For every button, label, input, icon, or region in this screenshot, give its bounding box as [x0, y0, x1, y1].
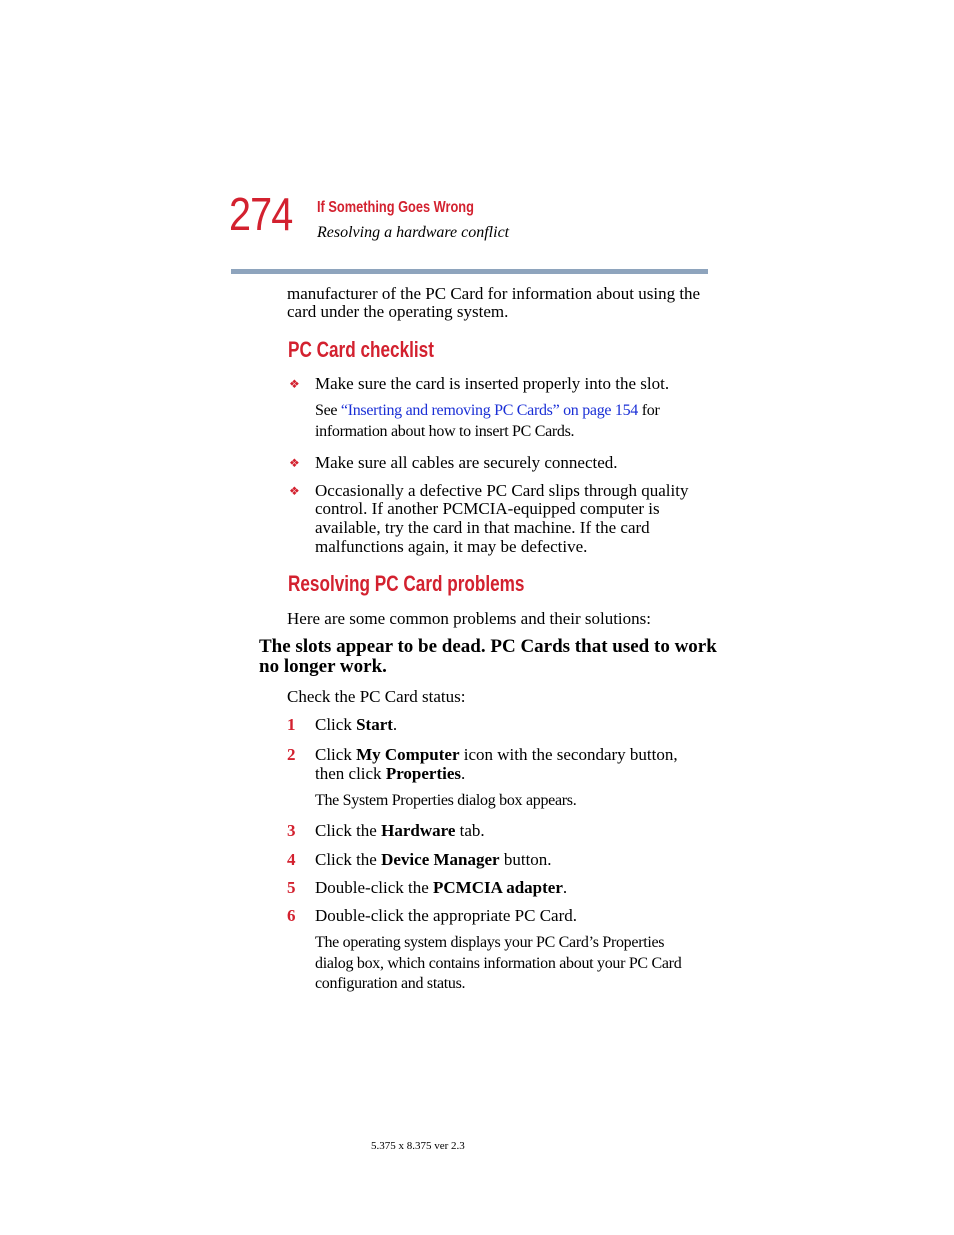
- step-text: Click the: [315, 821, 382, 840]
- step-number: 5: [287, 878, 296, 897]
- step-6-note-line-2: dialog box, which contains information about your PC Card: [315, 955, 682, 972]
- intro-line-2: card under the operating system.: [287, 302, 509, 321]
- step-number: 2: [287, 745, 296, 764]
- bullet-icon: ❖: [289, 456, 300, 470]
- step-1-text: [315, 715, 397, 734]
- step-number: 1: [287, 715, 296, 734]
- section-title: Resolving a hardware conflict: [317, 224, 510, 241]
- problems-intro: Here are some common problems and their solutions:: [287, 609, 651, 628]
- start-label: Start: [356, 715, 393, 734]
- step-2-note: The System Properties dialog box appears.: [315, 792, 577, 809]
- step-text: icon with the secondary button,: [459, 745, 678, 764]
- note-prefix: See: [315, 402, 341, 419]
- step-2-text-line-2: [315, 764, 465, 783]
- step-text: .: [562, 878, 568, 897]
- device-manager-label: Device Manager: [381, 850, 500, 869]
- step-text: .: [461, 764, 466, 783]
- pcmcia-adapter-label: PCMCIA adapter: [433, 878, 563, 897]
- checklist-item-2: Make sure all cables are securely connected.: [315, 453, 618, 472]
- header-rule: [231, 269, 708, 274]
- checklist-item-3-line-3: available, try the card in that machine. If the card: [315, 518, 650, 537]
- checklist-item-1-note: [315, 401, 659, 422]
- intro-line-1: manufacturer of the PC Card for information about using the: [287, 284, 701, 303]
- step-text: Double-click the: [315, 878, 434, 897]
- step-text: .: [392, 715, 398, 734]
- problem-title-line-1: The slots appear to be dead. PC Cards that used to work: [259, 636, 717, 657]
- step-text: Click: [315, 745, 357, 764]
- chapter-title: If Something Goes Wrong: [317, 199, 474, 216]
- bullet-icon: ❖: [289, 377, 300, 391]
- step-6-note-line-3: configuration and status.: [315, 975, 466, 992]
- checklist-item-1-note-line-2: information about how to insert PC Cards.: [315, 423, 575, 440]
- step-3-text: [315, 821, 485, 840]
- note-suffix: for: [638, 402, 660, 419]
- step-2-text: [315, 745, 678, 764]
- bullet-icon: ❖: [289, 484, 300, 498]
- step-6-note-line-1: The operating system displays your PC Card’s Properties: [315, 934, 665, 951]
- checklist-item-3-line-2: control. If another PCMCIA-equipped computer is: [315, 499, 660, 518]
- step-number: 6: [287, 906, 296, 925]
- step-text: button.: [499, 850, 552, 869]
- step-5-text: [315, 878, 567, 897]
- inserting-removing-link[interactable]: “Inserting and removing PC Cards” on page 154: [340, 402, 639, 419]
- step-number: 4: [287, 850, 296, 869]
- step-text: Click: [315, 715, 357, 734]
- checklist-item-1: Make sure the card is inserted properly into the slot.: [315, 374, 670, 393]
- checklist-item-3-line-4: malfunctions again, it may be defective.: [315, 537, 588, 556]
- checklist-item-3-line-1: Occasionally a defective PC Card slips through quality: [315, 481, 689, 500]
- step-6-text: Double-click the appropriate PC Card.: [315, 906, 578, 925]
- hardware-label: Hardware: [381, 821, 456, 840]
- properties-label: Properties: [385, 764, 462, 783]
- problem-title-line-2: no longer work.: [259, 656, 387, 677]
- check-status-text: Check the PC Card status:: [287, 687, 466, 706]
- step-text: tab.: [455, 821, 485, 840]
- step-4-text: [315, 850, 552, 869]
- step-text: then click: [315, 764, 386, 783]
- my-computer-label: My Computer: [356, 745, 460, 764]
- step-number: 3: [287, 821, 296, 840]
- print-spec-footer: 5.375 x 8.375 ver 2.3: [371, 1140, 465, 1152]
- page-number: 274: [229, 188, 293, 240]
- step-text: Click the: [315, 850, 382, 869]
- problems-heading: Resolving PC Card problems: [288, 571, 525, 596]
- checklist-heading: PC Card checklist: [288, 337, 434, 362]
